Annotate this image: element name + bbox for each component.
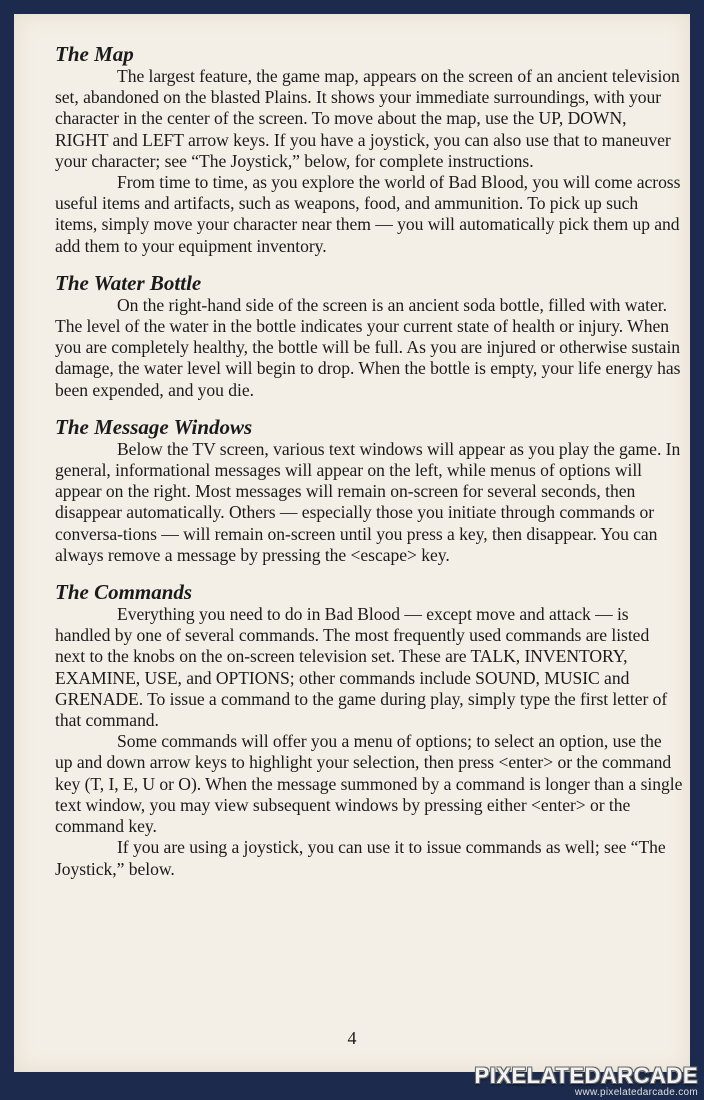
watermark	[475, 1065, 698, 1098]
paragraph: Some commands will offer you a menu of options; to select an option, use the up and down arrow keys to highlight your selection, then press <enter> or the command key (T, I, E, U or O). When the message summoned by a command is longer than a single text window, you may view subsequent windows by pressing either <enter> or the command key.	[55, 731, 683, 837]
section-heading: The Map	[55, 42, 134, 66]
paragraph: The largest feature, the game map, appears on the screen of an ancient television set, abandoned on the blasted Plains. It shows your immediate surroundings, with your character in the center of the screen. To move about the map, use the UP, DOWN, RIGHT and LEFT arrow keys. If you have a joystick, you can also use that to maneuver your character; see “The Joystick,” below, for complete instructions.	[55, 66, 680, 171]
paragraph: Below the TV screen, various text windows will appear as you play the game. In general, informational messages will appear on the left, while menus of options will appear on the right. Most messages will remain on-screen for several seconds, then disappear automatically. Others — especially those you initiate through commands or conversa-tions — will remain on-screen until you press a key, then disappear. You can always remove a message by pressing the <escape> key.	[55, 438, 681, 565]
section-heading: The Commands	[55, 580, 193, 605]
page-number: 4	[347, 1028, 357, 1048]
manual-page	[14, 14, 690, 1072]
paragraph: Everything you need to do in Bad Blood — except move and attack — is handled by one of several commands. The most frequently used commands are listed next to the knobs on the on-screen television set. These are TALK, INVENTORY, EXAMINE, USE, and OPTIONS; other commands include SOUND, MUSIC and GRENADE. To issue a command to the game during play, simply type the first letter of that command.	[55, 604, 668, 731]
page-content	[55, 42, 683, 894]
section-the-water-bottle	[55, 271, 683, 401]
section-heading: The Water Bottle	[55, 270, 202, 295]
paragraph: From time to time, as you explore the world of Bad Blood, you will come across useful items and artifacts, such as weapons, food, and ammunition. To pick up such items, simply move your character near them — you will automatically pick them up and add them to your equipment inventory.	[55, 172, 681, 256]
section-the-message-windows	[55, 415, 683, 566]
paragraph: On the right-hand side of the screen is an ancient soda bottle, filled with water. The level of the water in the bottle indicates your current state of health or injury. When you are completely healthy, the bottle will be full. As you are injured or otherwise sustain damage, the water level will begin to drop. When the bottle is empty, your life energy has been expended, and you die.	[55, 294, 681, 400]
watermark-logo: PIXELATEDARCADE	[474, 1063, 698, 1088]
section-the-map	[55, 42, 683, 257]
paragraph: If you are using a joystick, you can use it to issue commands as well; see “The Joystick,” below.	[55, 837, 666, 879]
watermark-url: www.pixelatedarcade.com	[574, 1087, 698, 1098]
section-the-commands	[55, 580, 683, 880]
section-heading: The Message Windows	[55, 414, 253, 439]
